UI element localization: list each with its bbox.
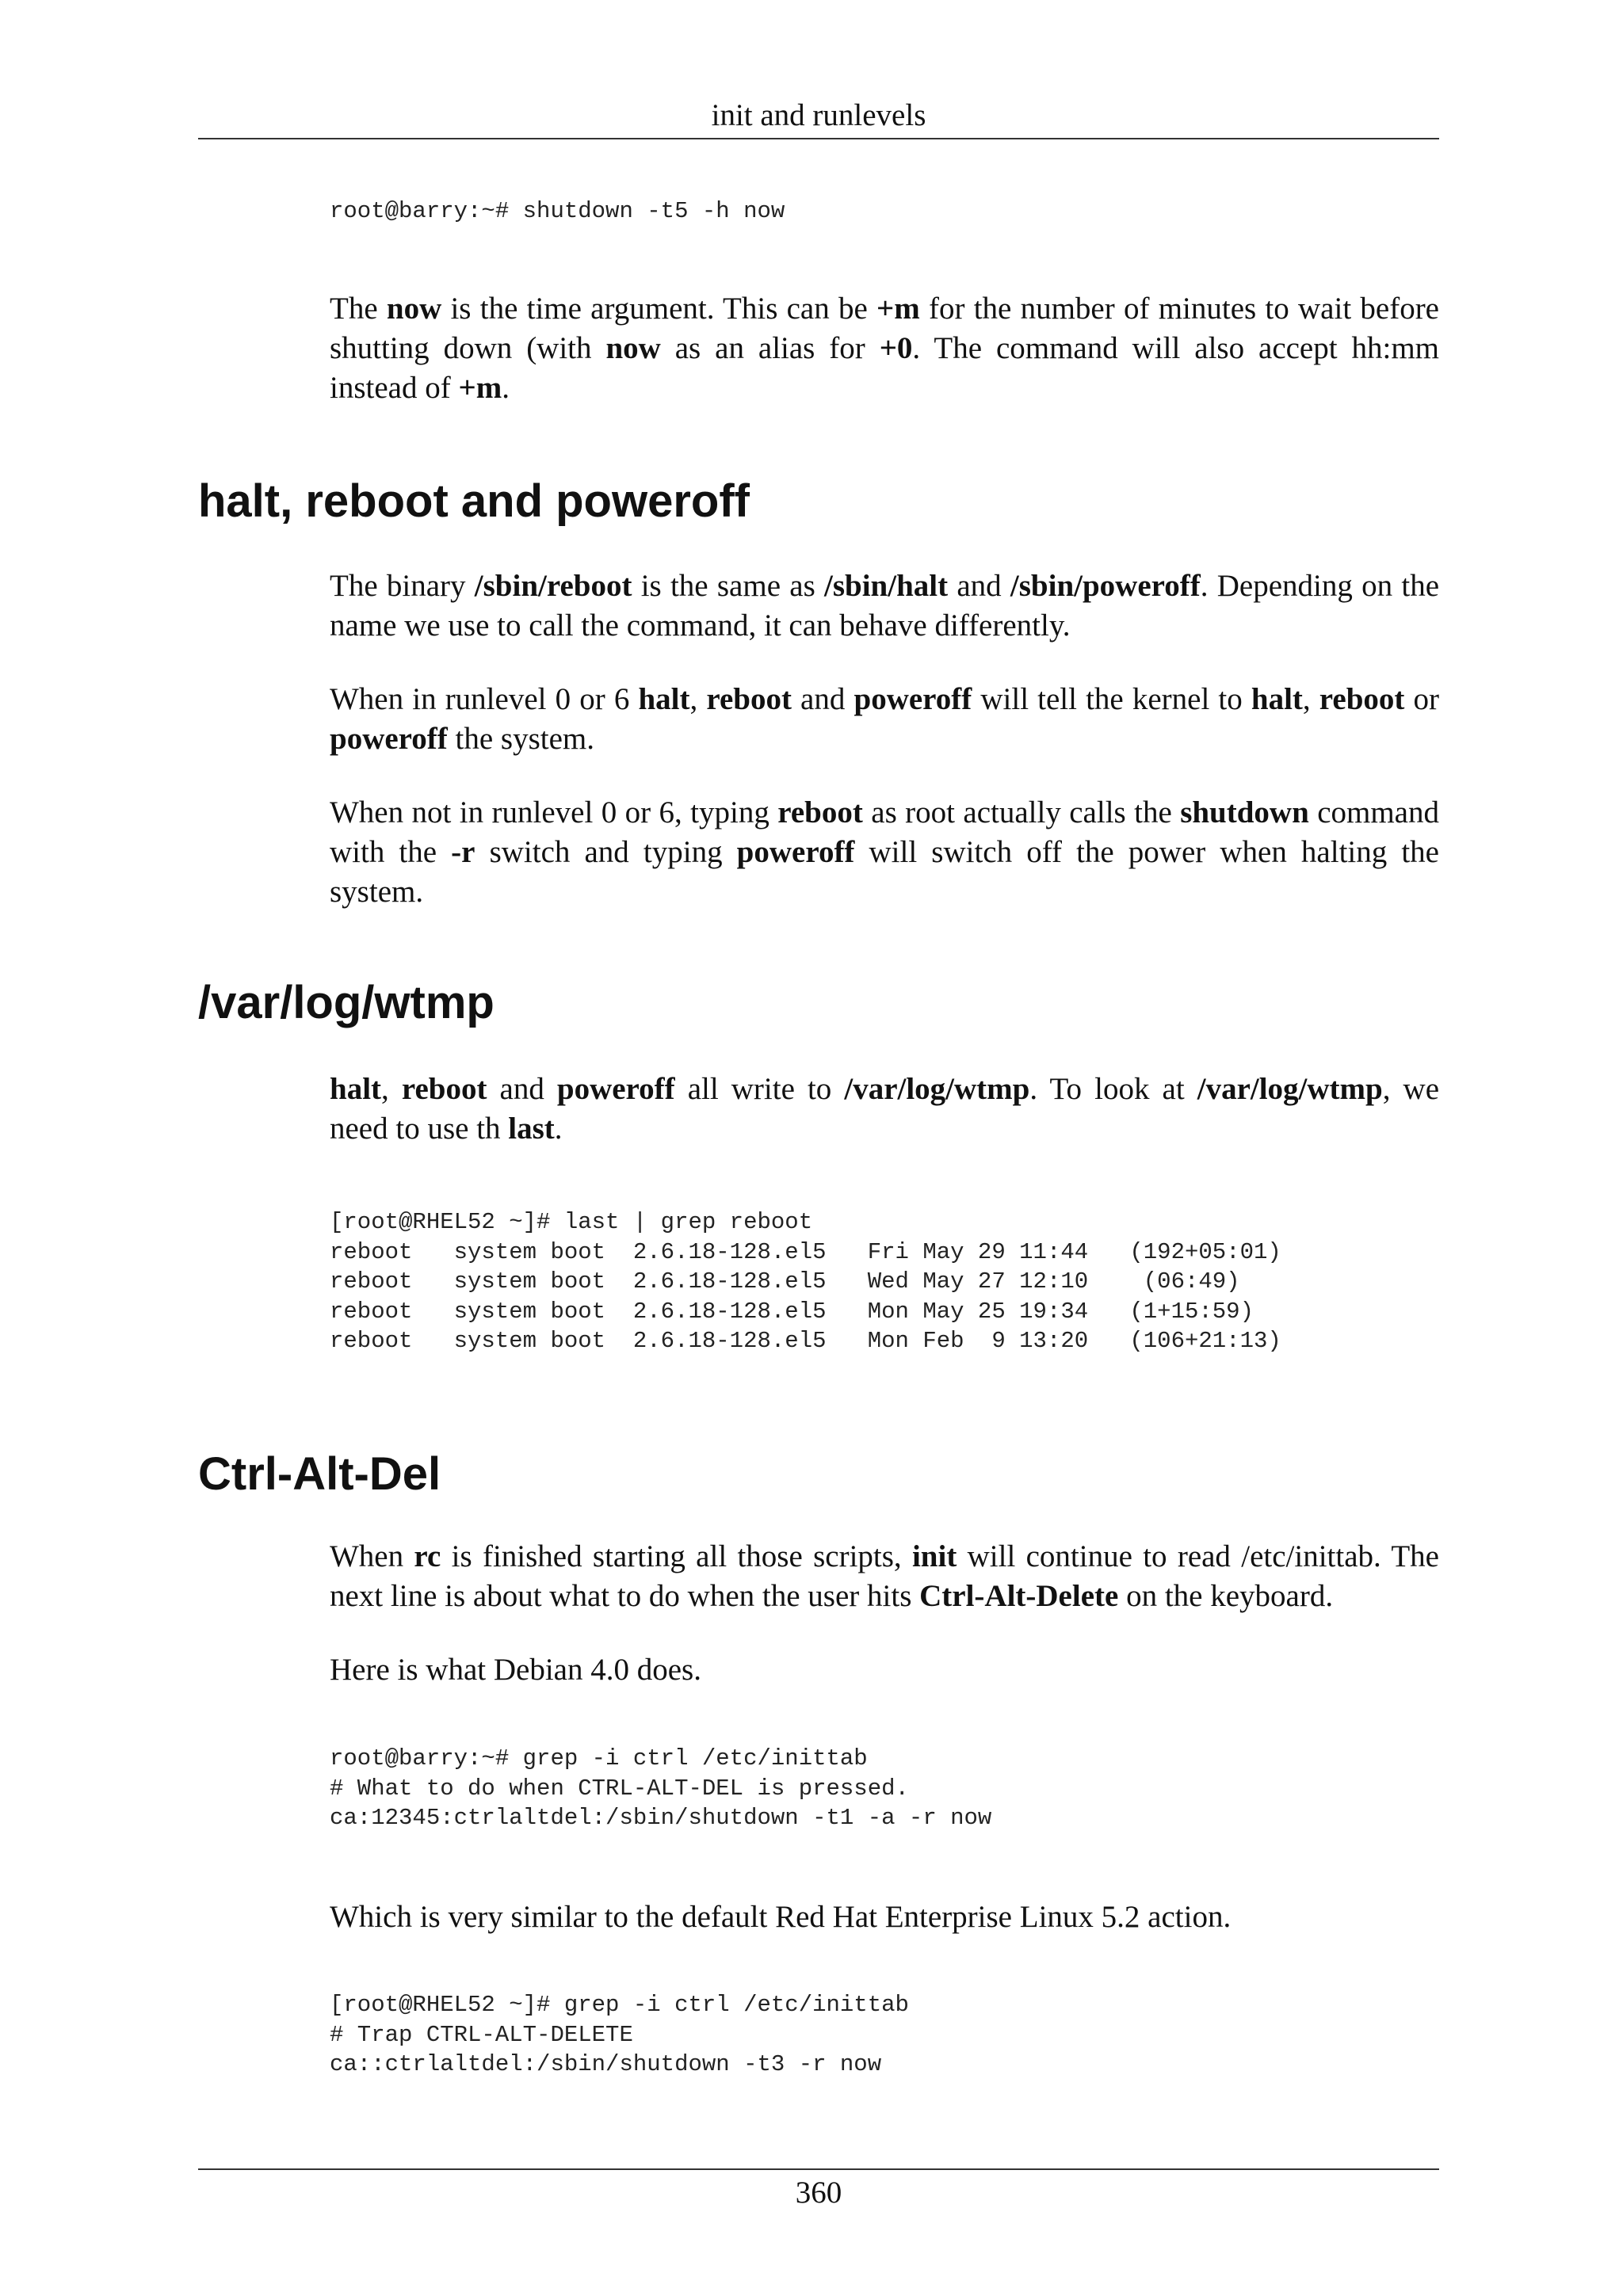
text-run: and xyxy=(487,1072,557,1106)
bold-term: poweroff xyxy=(556,1072,675,1106)
bold-term: /sbin/poweroff xyxy=(1010,569,1201,603)
text-run: . xyxy=(554,1112,563,1146)
paragraph-rc-finished xyxy=(330,1537,1439,1616)
section-heading-ctrl-alt-del: Ctrl-Alt-Del xyxy=(198,1448,441,1500)
text-run: is the same as xyxy=(632,569,824,603)
section-heading-var-log-wtmp: /var/log/wtmp xyxy=(198,977,495,1028)
bold-term: reboot xyxy=(1319,682,1405,716)
bold-term: last xyxy=(508,1112,555,1146)
code-line: root@barry:~# grep -i ctrl /etc/inittab xyxy=(330,1745,868,1772)
text-run: . Depending on the name we use to call the command, it can behave differently. xyxy=(330,569,1440,643)
paragraph-not-runlevel-0-6 xyxy=(330,793,1439,912)
code-block-last-grep-reboot xyxy=(330,1207,1281,1356)
text-run: When xyxy=(330,1539,414,1573)
bold-term: halt xyxy=(638,682,690,716)
bold-term: halt xyxy=(1251,682,1303,716)
text-run: , xyxy=(381,1072,402,1106)
text-run: When in runlevel 0 or 6 xyxy=(330,682,639,716)
bold-term: poweroff xyxy=(736,835,855,869)
text-run: switch and typing xyxy=(475,835,737,869)
text-run: or xyxy=(1404,682,1439,716)
bold-term: shutdown xyxy=(1180,795,1309,830)
text-run: will continue to read /etc/inittab. The next line is about what to do when the user hits xyxy=(330,1539,1439,1613)
text-run: . The command will also accept hh:mm instead of xyxy=(330,331,1440,405)
text-run: all write to xyxy=(674,1072,845,1106)
bold-term: -r xyxy=(451,835,475,869)
header-rule xyxy=(198,138,1439,139)
bold-term: reboot xyxy=(401,1072,487,1106)
bold-term: rc xyxy=(414,1539,441,1573)
text-run: and xyxy=(948,569,1010,603)
text-run: is the time argument. This can be xyxy=(441,292,877,326)
paragraph-runlevel-0-6 xyxy=(330,680,1439,759)
paragraph-rhel-similar xyxy=(330,1897,1439,1937)
bold-term: reboot xyxy=(706,682,792,716)
text-run: and xyxy=(791,682,854,716)
code-line: ca:12345:ctrlaltdel:/sbin/shutdown -t1 -a -r now xyxy=(330,1805,992,1831)
code-block-debian-inittab xyxy=(330,1744,991,1833)
text-run: , xyxy=(689,682,707,716)
text-run: the system. xyxy=(447,722,594,756)
text-run: as an alias for xyxy=(660,331,880,365)
bold-term: now xyxy=(605,331,661,365)
paragraph-now-argument xyxy=(330,289,1439,408)
bold-term: +0 xyxy=(879,331,913,365)
footer-rule xyxy=(198,2168,1439,2170)
bold-term: reboot xyxy=(777,795,863,830)
text-run: , xyxy=(1302,682,1319,716)
bold-term: init xyxy=(911,1539,957,1573)
text-run: on the keyboard. xyxy=(1118,1579,1334,1613)
text-run: . To look at xyxy=(1029,1072,1197,1106)
code-line: # What to do when CTRL-ALT-DEL is pressed. xyxy=(330,1775,909,1802)
bold-term: poweroff xyxy=(854,682,972,716)
text-run: The xyxy=(330,292,387,326)
text-run: is finished starting all those scripts, xyxy=(441,1539,912,1573)
bold-term: /sbin/halt xyxy=(824,569,949,603)
bold-term: halt xyxy=(330,1072,382,1106)
paragraph-debian xyxy=(330,1650,1439,1690)
bold-term: +m xyxy=(876,292,920,326)
text-run: When not in runlevel 0 or 6, typing xyxy=(330,795,778,830)
running-header: init and runlevels xyxy=(711,98,926,132)
text-run: as root actually calls the xyxy=(862,795,1181,830)
paragraph-sbin-reboot xyxy=(330,566,1439,646)
bold-term: /var/log/wtmp xyxy=(844,1072,1030,1106)
text-run: . xyxy=(502,371,510,405)
text-run: will switch off the power when halting the system. xyxy=(330,835,1439,909)
text-run: Which is very similar to the default Red Hat Enterprise Linux 5.2 action. xyxy=(330,1900,1232,1934)
text-run: command with the xyxy=(330,795,1439,869)
text-run: Here is what Debian 4.0 does. xyxy=(330,1653,701,1687)
bold-term: Ctrl-Alt-Delete xyxy=(919,1579,1119,1613)
code-line: [root@RHEL52 ~]# last | grep reboot xyxy=(330,1209,813,1235)
code-line: reboot system boot 2.6.18-128.el5 Mon May 25 19:34 (1+15:59) xyxy=(330,1298,1254,1325)
section-heading-halt-reboot-poweroff: halt, reboot and poweroff xyxy=(198,475,750,527)
code-line: [root@RHEL52 ~]# grep -i ctrl /etc/inittab xyxy=(330,1992,909,2018)
code-line: ca::ctrlaltdel:/sbin/shutdown -t3 -r now xyxy=(330,2051,882,2077)
code-line: reboot system boot 2.6.18-128.el5 Wed May 27 12:10 (06:49) xyxy=(330,1268,1240,1295)
bold-term: /var/log/wtmp xyxy=(1197,1072,1383,1106)
text-run: , we need to use th xyxy=(330,1072,1440,1146)
page-number: 360 xyxy=(795,2176,842,2210)
paragraph-wtmp xyxy=(330,1070,1439,1149)
code-line: reboot system boot 2.6.18-128.el5 Fri May 29 11:44 (192+05:01) xyxy=(330,1238,1281,1265)
code-line: root@barry:~# shutdown -t5 -h now xyxy=(330,198,785,224)
code-block-shutdown xyxy=(330,196,785,227)
text-run: will tell the kernel to xyxy=(972,682,1251,716)
code-line: # Trap CTRL-ALT-DELETE xyxy=(330,2021,633,2048)
text-run: The binary xyxy=(330,569,475,603)
text-run: for the number of minutes to wait before shutting down (with xyxy=(330,292,1439,365)
code-line: reboot system boot 2.6.18-128.el5 Mon Feb 9 13:20 (106+21:13) xyxy=(330,1328,1281,1354)
bold-term: poweroff xyxy=(330,722,448,756)
bold-term: +m xyxy=(458,371,502,405)
code-block-rhel-inittab xyxy=(330,1990,909,2080)
bold-term: /sbin/reboot xyxy=(474,569,632,603)
bold-term: now xyxy=(386,292,442,326)
